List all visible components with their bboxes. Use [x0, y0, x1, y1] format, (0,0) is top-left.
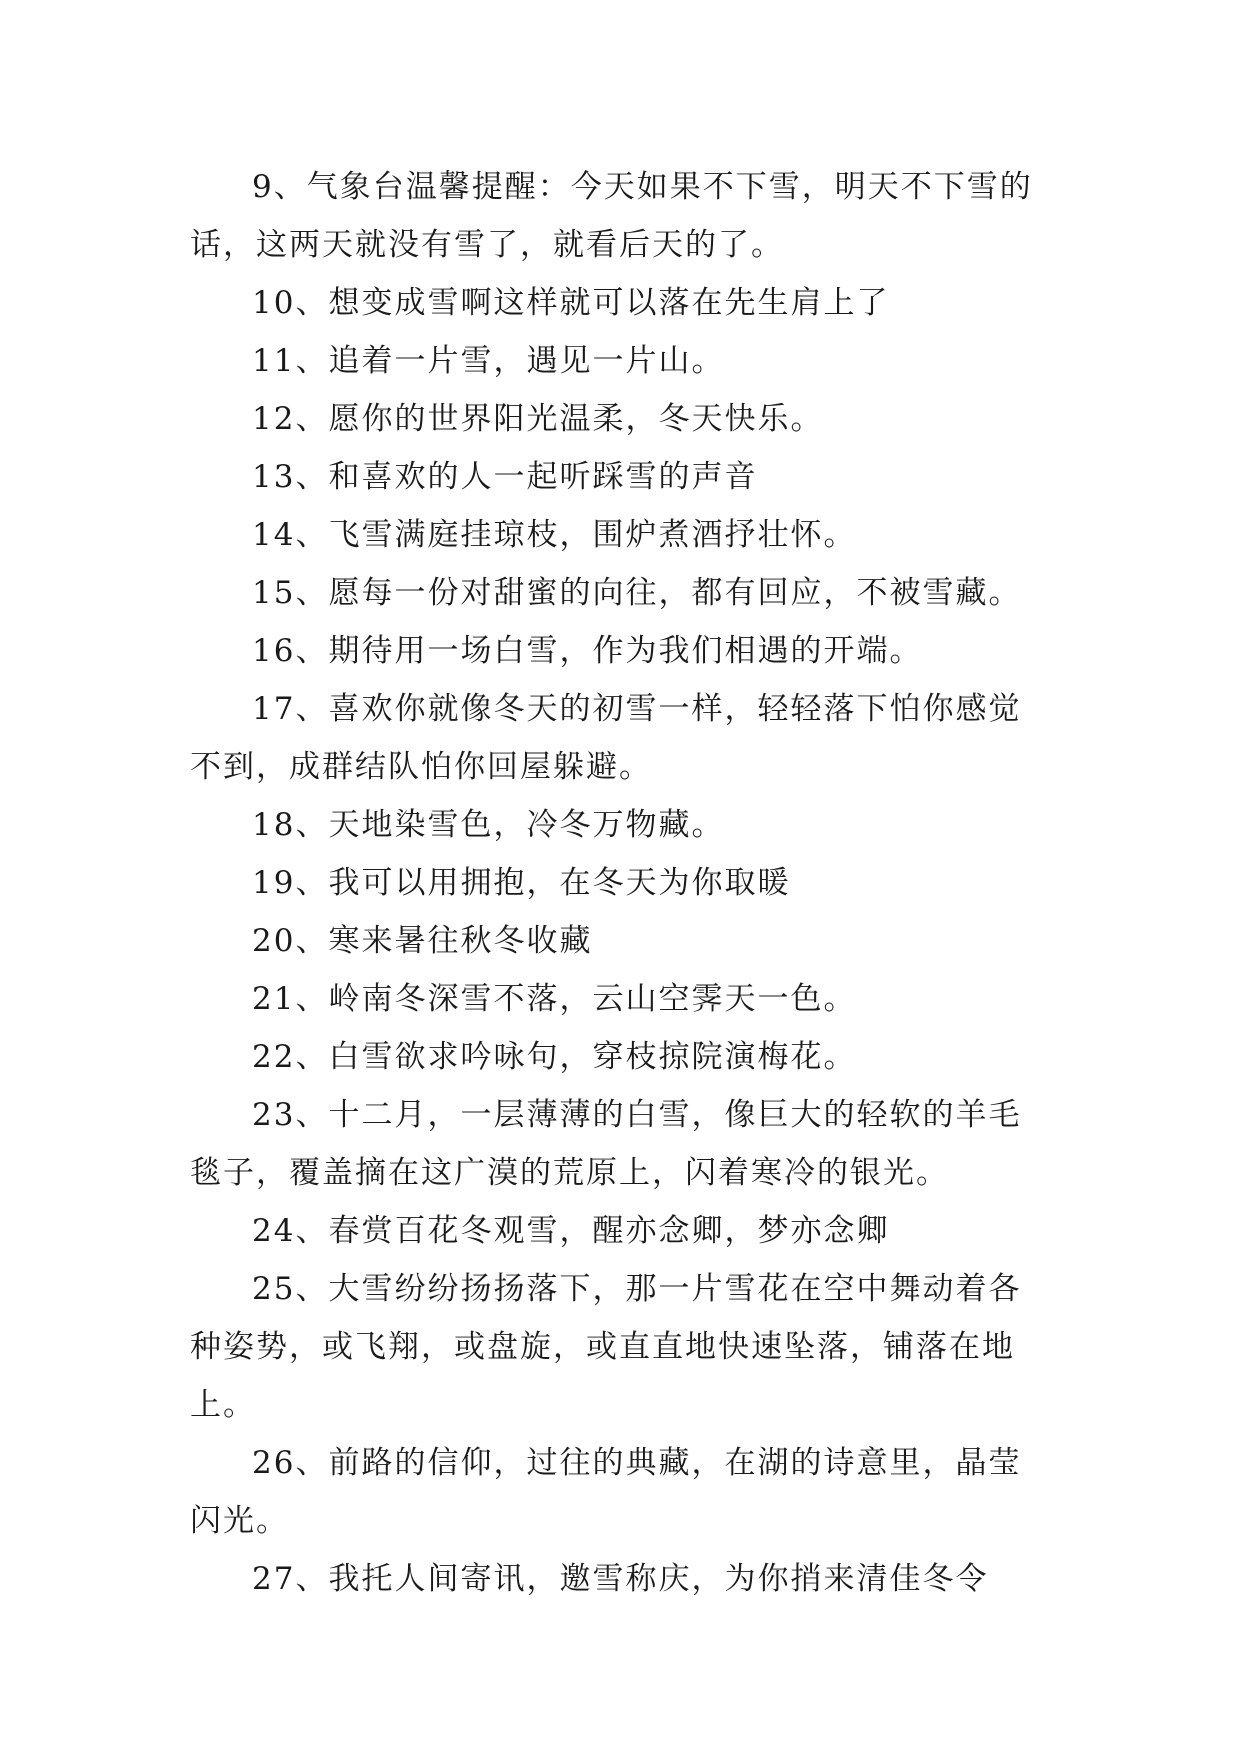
paragraph-17: 17、喜欢你就像冬天的初雪一样，轻轻落下怕你感觉不到，成群结队怕你回屋躲避。 — [190, 691, 1022, 785]
paragraph-15: 15、愿每一份对甜蜜的向往，都有回应，不被雪藏。 — [252, 575, 1022, 611]
paragraph-14: 14、飞雪满庭挂琼枝，围炉煮酒抒壮怀。 — [252, 517, 857, 553]
paragraph-9: 9、气象台温馨提醒：今天如果不下雪，明天不下雪的话，这两天就没有雪了，就看后天的了。 — [190, 169, 1033, 263]
paragraph-18: 18、天地染雪色，冷冬万物藏。 — [252, 807, 725, 843]
paragraph-13: 13、和喜欢的人一起听踩雪的声音 — [252, 459, 758, 495]
paragraph-26: 26、前路的信仰，过往的典藏，在湖的诗意里，晶莹闪光。 — [190, 1445, 1022, 1539]
paragraph-22: 22、白雪欲求吟咏句，穿枝掠院演梅花。 — [252, 1039, 857, 1075]
paragraph-12: 12、愿你的世界阳光温柔，冬天快乐。 — [252, 401, 824, 437]
paragraph-24: 24、春赏百花冬观雪，醒亦念卿，梦亦念卿 — [252, 1213, 890, 1249]
paragraph-10: 10、想变成雪啊这样就可以落在先生肩上了 — [252, 285, 890, 321]
paragraph-21: 21、岭南冬深雪不落，云山空霁天一色。 — [252, 981, 857, 1017]
document-body — [190, 158, 1050, 1608]
paragraph-25: 25、大雪纷纷扬扬落下，那一片雪花在空中舞动着各种姿势，或飞翔，或盘旋，或直直地快速坠落，铺落在地上。 — [190, 1271, 1022, 1423]
paragraph-19: 19、我可以用拥抱，在冬天为你取暖 — [252, 865, 791, 901]
paragraph-16: 16、期待用一场白雪，作为我们相遇的开端。 — [252, 633, 923, 669]
paragraph-11: 11、追着一片雪，遇见一片山。 — [252, 343, 725, 379]
paragraph-20: 20、寒来暑往秋冬收藏 — [252, 923, 593, 959]
paragraph-23: 23、十二月，一层薄薄的白雪，像巨大的轻软的羊毛毯子，覆盖摘在这广漠的荒原上，闪着寒冷的银光。 — [190, 1097, 1022, 1191]
paragraph-27: 27、我托人间寄讯，邀雪称庆，为你捎来清佳冬令 — [252, 1561, 989, 1597]
